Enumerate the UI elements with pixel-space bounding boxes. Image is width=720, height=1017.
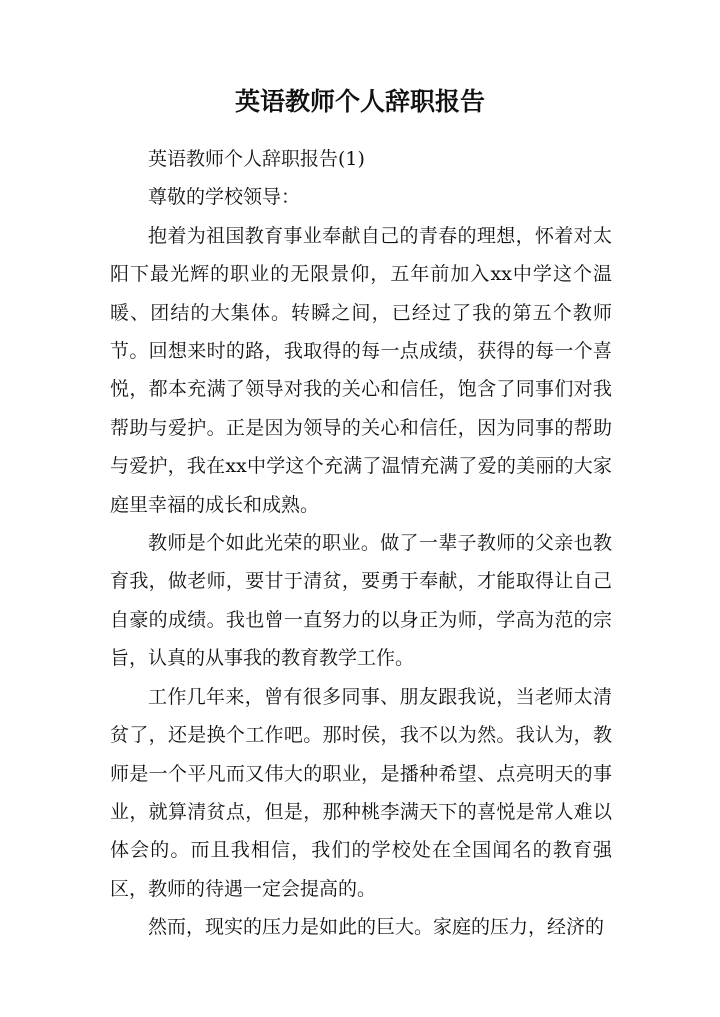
- subtitle-paragraph: 英语教师个人辞职报告(1): [148, 148, 365, 170]
- body-paragraph: 工作几年来，曾有很多同事、朋友跟我说，当老师太清贫了，还是换个工作吧。那时侯，我不以为然。我认为，教师是一个平凡而又伟大的职业，是播种希望、点亮明天的事业，就算清贫点，但是，那种桃李满天下的喜悦是常人难以体会的。而且我相信，我们的学校处在全国闻名的教育强区，教师的待遇一定会提高的。: [110, 685, 612, 900]
- document-body: [110, 140, 612, 947]
- body-paragraph: 抱着为祖国教育事业奉献自己的青春的理想，怀着对太阳下最光辉的职业的无限景仰，五年前加入xx中学这个温暖、团结的大集体。转瞬之间，已经过了我的第五个教师节。回想来时的路，我取得的每一点成绩，获得的每一个喜悦，都本充满了领导对我的关心和信任，饱含了同事们对我帮助与爱护。正是因为领导的关心和信任，因为同事的帮助与爱护，我在xx中学这个充满了温情充满了爱的美丽的大家庭里幸福的成长和成熟。: [110, 224, 612, 516]
- document-title: 英语教师个人辞职报告: [234, 87, 485, 116]
- body-paragraph: 然而，现实的压力是如此的巨大。家庭的压力，经济的: [148, 916, 605, 939]
- body-paragraph: 教师是个如此光荣的职业。做了一辈子教师的父亲也教育我，做老师，要甘于清贫，要勇于奉献，才能取得让自己自豪的成绩。我也曾一直努力的以身正为师，学高为范的宗旨，认真的从事我的教育教学工作。: [110, 532, 612, 670]
- salutation-paragraph: 尊敬的学校领导：: [148, 186, 301, 209]
